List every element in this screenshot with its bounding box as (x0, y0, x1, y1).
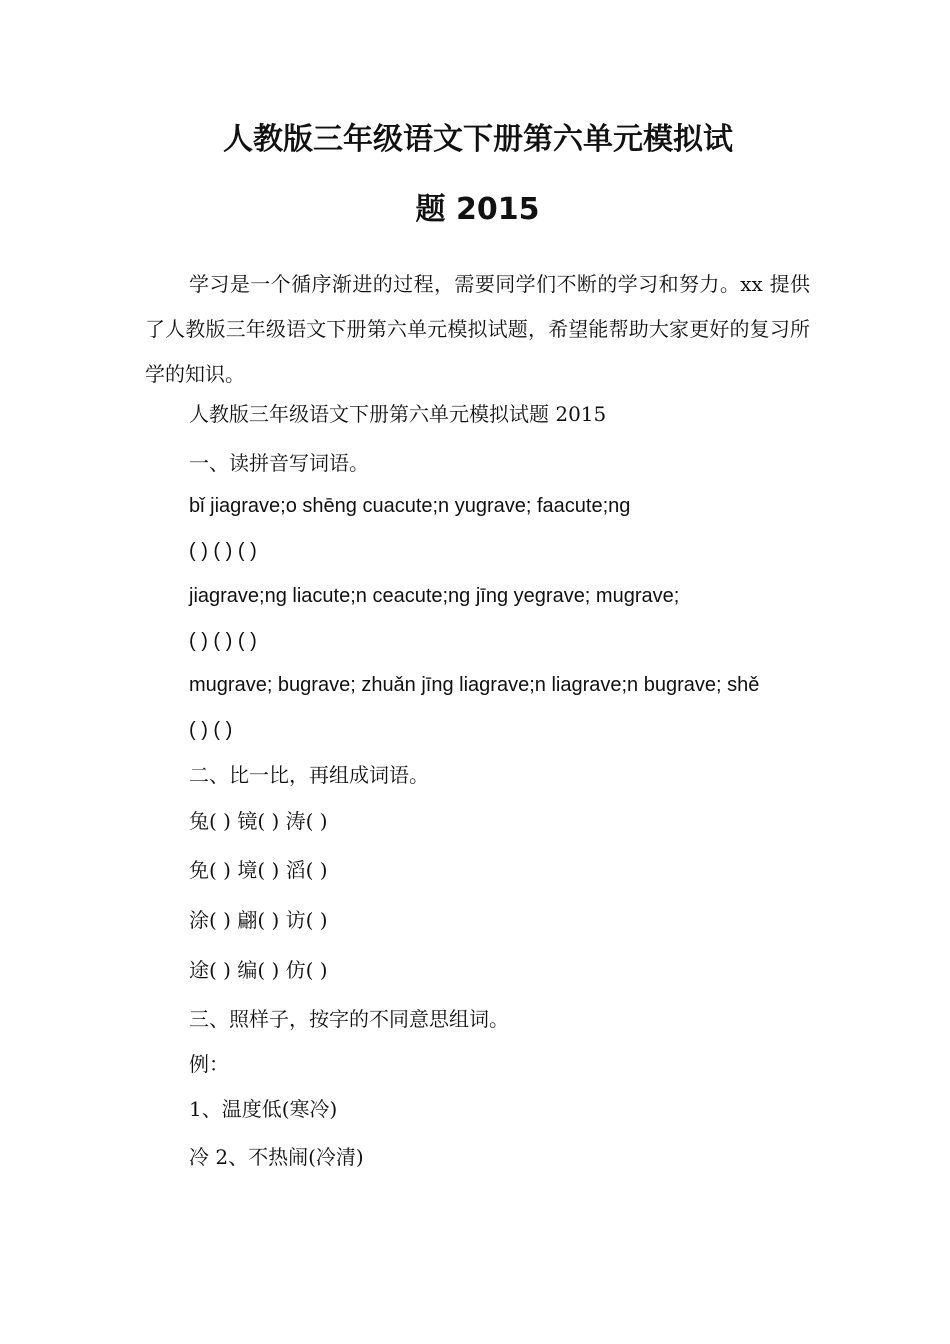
section-2-heading: 二、比一比，再组成词语。 (189, 763, 429, 787)
pinyin-line-3: mugrave; bugrave; zhuǎn jīng liagrave;n liagrave;n bugrave; shě (189, 674, 760, 696)
compare-row-2: 免( ) 境( ) 滔( ) (189, 858, 328, 882)
pinyin-line-1: bǐ jiagrave;o shēng cuacute;n yugrave; faacute;ng (189, 495, 631, 517)
example-label: 例： (189, 1052, 229, 1076)
subtitle-line: 人教版三年级语文下册第六单元模拟试题 2015 (189, 402, 607, 426)
document-title-line-2: 题 2015 (415, 192, 540, 227)
compare-row-1: 兔( ) 镜( ) 涛( ) (189, 809, 328, 833)
compare-row-4: 途( ) 编( ) 仿( ) (189, 958, 328, 982)
blank-line-2: ( ) ( ) ( ) (189, 630, 257, 652)
section-1-heading: 一、读拼音写词语。 (189, 451, 369, 475)
document-title-line-1: 人教版三年级语文下册第六单元模拟试 (223, 122, 733, 157)
example-item-2: 冷 2、不热闹(冷清) (189, 1145, 364, 1169)
intro-paragraph: 学习是一个循序渐进的过程，需要同学们不断的学习和努力。xx 提供了人教版三年级语文下册第六单元模拟试题，希望能帮助大家更好的复习所学的知识。 (145, 272, 810, 386)
pinyin-line-2: jiagrave;ng liacute;n ceacute;ng jīng yegrave; mugrave; (189, 585, 680, 607)
section-3-heading: 三、照样子，按字的不同意思组词。 (189, 1007, 509, 1031)
blank-line-1: ( ) ( ) ( ) (189, 540, 257, 562)
compare-row-3: 涂( ) 翩( ) 访( ) (189, 908, 328, 932)
example-item-1: 1、温度低(寒冷) (189, 1097, 338, 1121)
blank-line-3: ( ) ( ) (189, 719, 233, 741)
